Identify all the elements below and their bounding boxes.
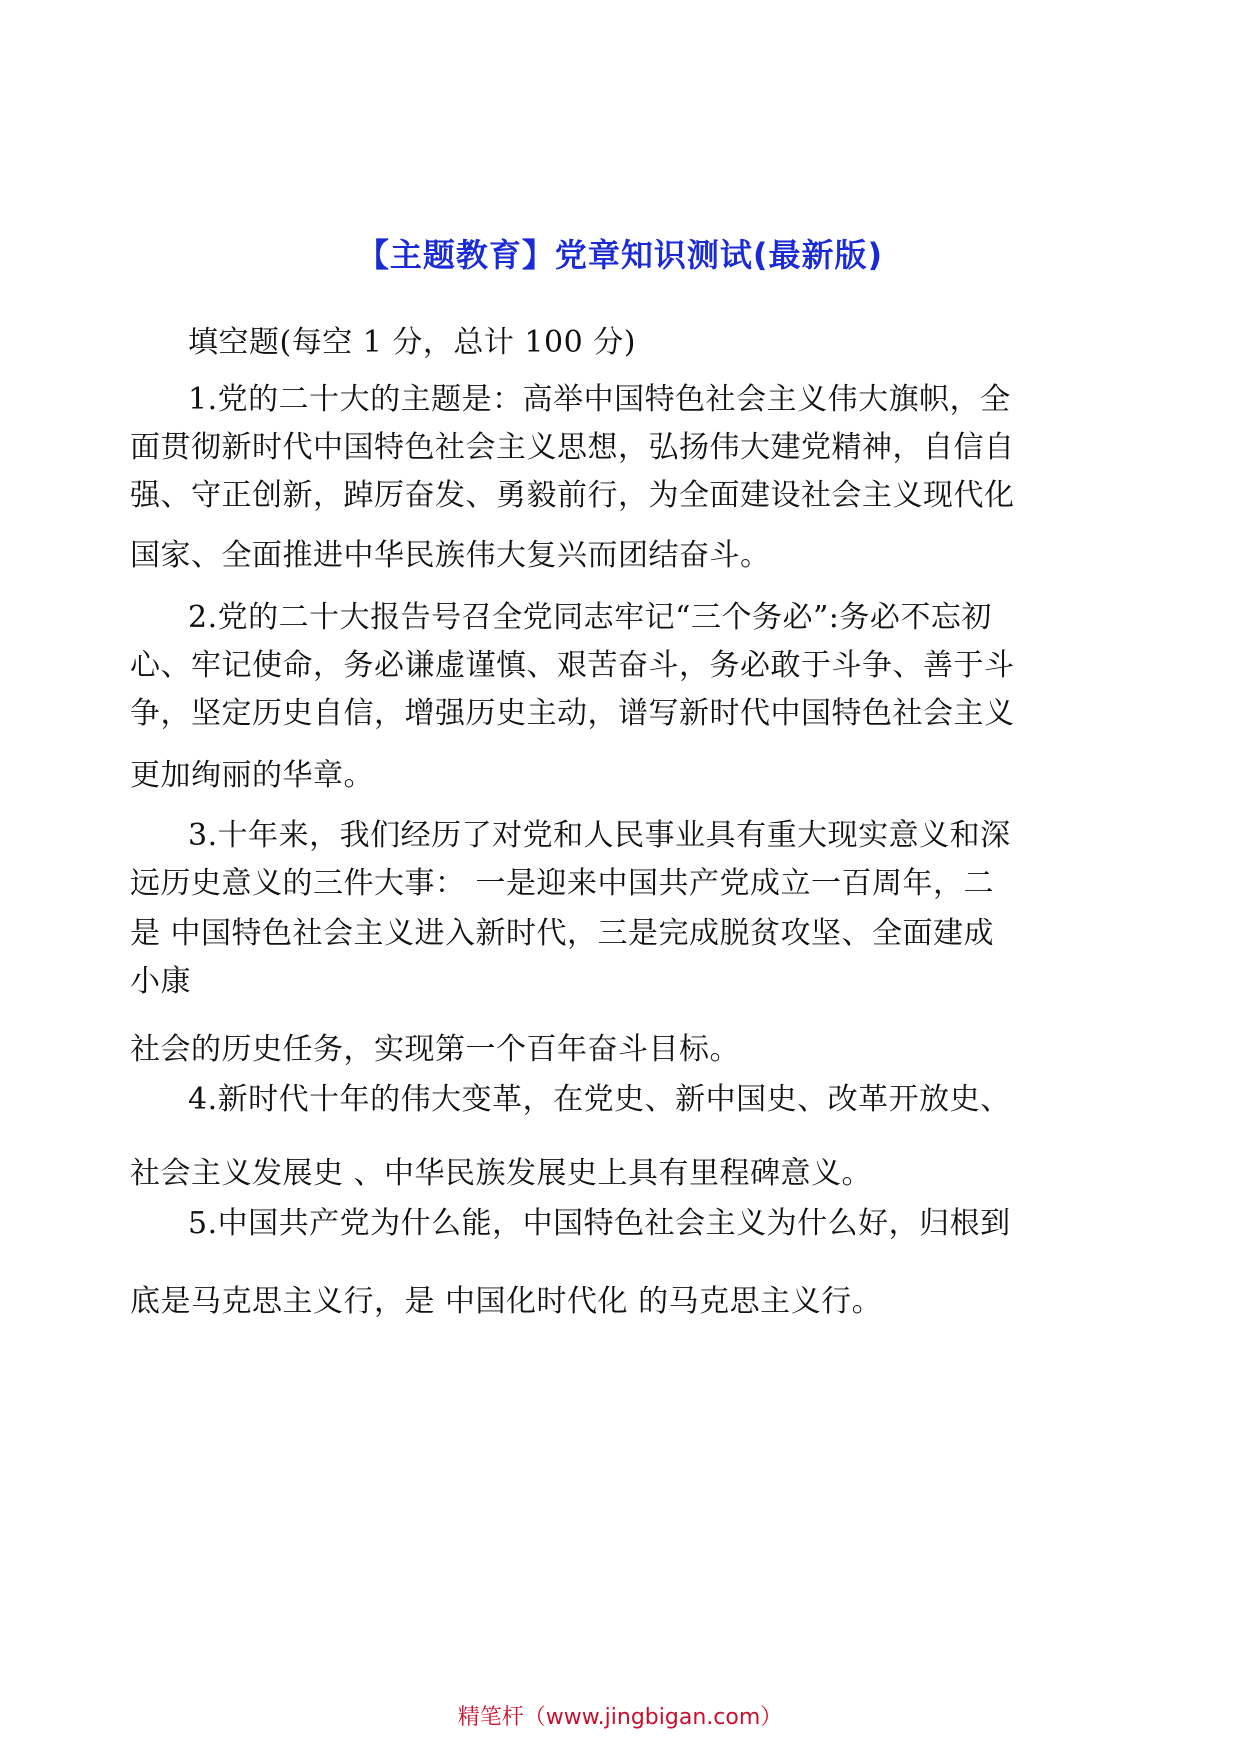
footer-link[interactable]: 精笔杆（www.jingbigan.com） bbox=[457, 1705, 783, 1730]
q3-line-2: 远历史意义的三件大事： 一是迎来中国共产党成立一百周年，二 bbox=[130, 866, 995, 901]
q2-line-4: 更加绚丽的华章。 bbox=[130, 758, 374, 793]
q2-line-3: 争，坚定历史自信，增强历史主动，谱写新时代中国特色社会主义 bbox=[130, 696, 1015, 731]
q3-line-1: 3.十年来，我们经历了对党和人民事业具有重大现实意义和深 bbox=[188, 818, 1011, 853]
q1-line-4: 国家、全面推进中华民族伟大复兴而团结奋斗。 bbox=[130, 538, 771, 573]
document-title: 【主题教育】党章知识测试(最新版) bbox=[356, 236, 884, 274]
q1-line-2: 面贯彻新时代中国特色社会主义思想，弘扬伟大建党精神，自信自 bbox=[130, 430, 1015, 465]
q3-line-5: 社会的历史任务，实现第一个百年奋斗目标。 bbox=[130, 1032, 740, 1067]
q2-line-2: 心、牢记使命，务必谦虚谨慎、艰苦奋斗，务必敢于斗争、善于斗 bbox=[130, 648, 1015, 683]
q5-line-1: 5.中国共产党为什么能，中国特色社会主义为什么好，归根到 bbox=[188, 1206, 1011, 1241]
q4-line-1: 4.新时代十年的伟大变革，在党史、新中国史、改革开放史、 bbox=[188, 1082, 1011, 1117]
section-heading: 填空题(每空 1 分，总计 100 分) bbox=[188, 325, 636, 360]
q4-line-2: 社会主义发展史 、中华民族发展史上具有里程碑意义。 bbox=[130, 1156, 873, 1191]
q2-line-1: 2.党的二十大报告号召全党同志牢记“三个务必”:务必不忘初 bbox=[188, 600, 992, 635]
q1-line-3: 强、守正创新，踔厉奋发、勇毅前行，为全面建设社会主义现代化 bbox=[130, 478, 1015, 513]
q3-line-3: 是 中国特色社会主义进入新时代，三是完成脱贫攻坚、全面建成 bbox=[130, 916, 995, 951]
q1-line-1: 1.党的二十大的主题是：高举中国特色社会主义伟大旗帜，全 bbox=[188, 382, 1011, 417]
q5-line-2: 底是马克思主义行，是 中国化时代化 的马克思主义行。 bbox=[130, 1284, 883, 1319]
q3-line-4: 小康 bbox=[130, 964, 191, 999]
